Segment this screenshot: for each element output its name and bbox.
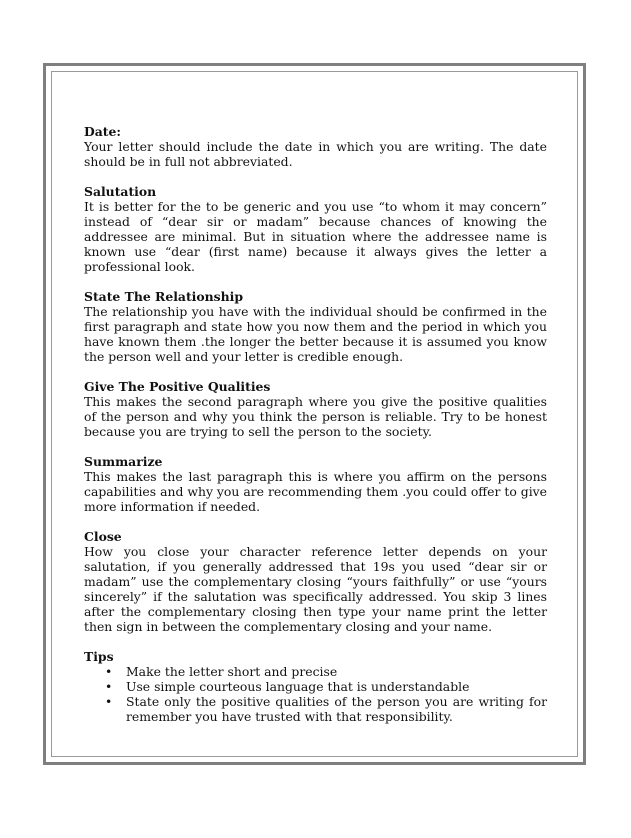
section-positive-qualities [84, 379, 547, 439]
list-item [84, 694, 547, 724]
section-text: Your letter should include the date in which you are writing. The date should be in full not abbreviated. [84, 139, 547, 169]
section-text: It is better for the to be generic and you use “to whom it may concern” instead of “dear sir or madam” because chances of knowing the addressee are minimal. But in situation where the addressee name is known use “dear (first name) because it always gives the letter a professional look. [84, 199, 547, 274]
list-item [84, 679, 547, 694]
section-text: The relationship you have with the individual should be confirmed in the first paragraph and state how you now them and the period in which you have known them .the longer the better because it is assumed you know the person well and your letter is credible enough. [84, 304, 547, 364]
section-heading: Close [84, 529, 122, 544]
section-salutation [84, 184, 547, 274]
section-tips [84, 649, 547, 724]
section-heading: State The Relationship [84, 289, 244, 304]
list-item [84, 664, 547, 679]
section-text: This makes the second paragraph where you give the positive qualities of the person and why you think the person is reliable. Try to be honest because you are trying to sell the person to the society. [84, 394, 547, 439]
section-heading: Give The Positive Qualities [84, 379, 271, 394]
section-heading: Date: [84, 124, 121, 139]
list-item-text: State only the positive qualities of the person you are writing for remember you have trusted with that responsibility. [126, 694, 547, 724]
bullet-icon: • [105, 679, 113, 694]
section-heading: Summarize [84, 454, 163, 469]
section-text: This makes the last paragraph this is where you affirm on the persons capabilities and why you are recommending them .you could offer to give more information if needed. [84, 469, 547, 514]
section-text: How you close your character reference letter depends on your salutation, if you generally addressed that 19s you used “dear sir or madam” use the complementary closing “yours faithfully” or use “yours sincerely” if the salutation was specifically addressed. You skip 3 lines after the complementary closing then type your name print the letter then sign in between the complementary closing and your name. [84, 544, 547, 634]
list-item-text: Use simple courteous language that is understandable [126, 679, 470, 694]
section-close [84, 529, 547, 634]
section-summarize [84, 454, 547, 514]
bullet-icon: • [105, 664, 113, 679]
bullet-icon: • [105, 694, 113, 709]
section-date [84, 124, 547, 169]
tips-heading: Tips [84, 649, 114, 664]
tips-list [84, 664, 547, 724]
list-item-text: Make the letter short and precise [126, 664, 338, 679]
document-content [84, 124, 547, 739]
section-relationship [84, 289, 547, 364]
section-heading: Salutation [84, 184, 157, 199]
